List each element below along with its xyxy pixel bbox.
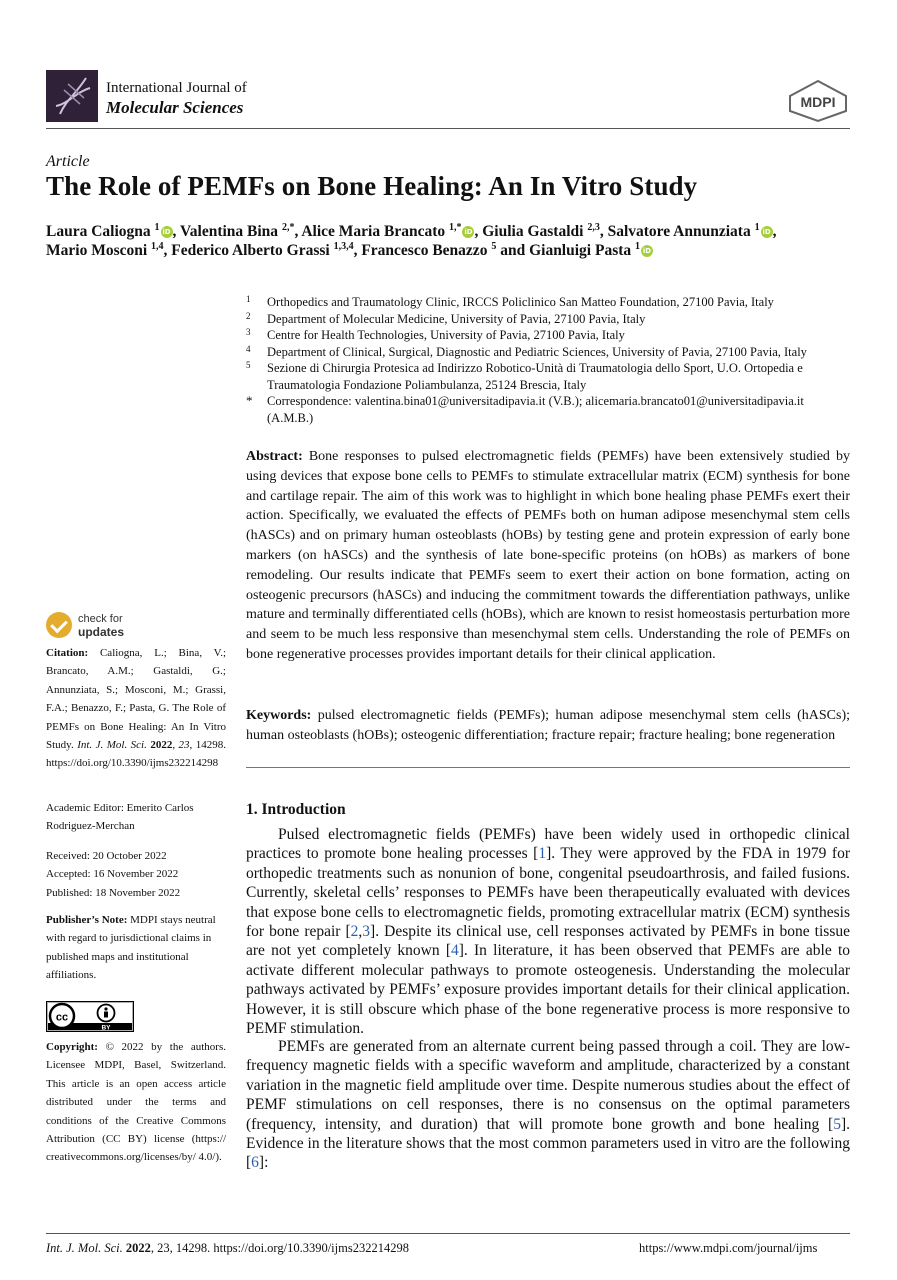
author-name: Valentina Bina	[180, 223, 279, 241]
accepted-date: Accepted: 16 November 2022	[46, 868, 179, 881]
publisher-note-label: Publisher’s Note:	[46, 914, 128, 926]
copyright-label: Copyright:	[46, 1041, 98, 1053]
footer-citation	[46, 1241, 409, 1256]
affiliation-number: 4	[246, 343, 251, 354]
publisher-name: MDPI	[800, 94, 836, 110]
received-date: Received: 20 October 2022	[46, 850, 167, 862]
author-affiliation-marker: 1,4	[151, 241, 164, 252]
affiliation-item	[246, 327, 850, 344]
orcid-icon[interactable]: iD	[762, 228, 771, 237]
author-name: Mario Mosconi	[46, 242, 148, 260]
footer-journal-url[interactable]: https://www.mdpi.com/journal/ijms	[639, 1241, 818, 1255]
footer-doi[interactable]: , 23, 14298. https://doi.org/10.3390/ijms232214298	[150, 1241, 409, 1255]
affiliation-text: Correspondence: valentina.bina01@universitadipavia.it (V.B.); alicemaria.brancato01@universitadipavia.it (A.M.B.)	[267, 394, 804, 425]
affiliation-item	[246, 294, 850, 311]
affiliation-text: Sezione di Chirurgia Protesica ad Indirizzo Robotico-Unità di Traumatologia dello Sport, U.O. Ortopedia e Traumatologia Fondazione Poliambulanza, 25124 Brescia, Italy	[267, 361, 803, 392]
orcid-icon[interactable]: iD	[162, 228, 171, 237]
intro-paragraph-2	[246, 1037, 850, 1173]
affiliation-text: Department of Molecular Medicine, University of Pavia, 27100 Pavia, Italy	[267, 311, 646, 326]
paragraph-text: ]. Evidence in the literature shows that the most common parameters used in vitro are the following [	[246, 1115, 850, 1172]
svg-text:cc: cc	[55, 1011, 69, 1024]
affiliation-number: 1	[246, 294, 251, 304]
author-affiliation-marker: 2,3	[587, 222, 600, 233]
author-name: Giulia Gastaldi	[482, 223, 584, 241]
paragraph-text: ]. In literature, it has been observed that PEMFs are able to activate different molecular pathways to promote osteogenesis. Understanding the molecular pathways activated by PEMFs’ exposure provides important details for their clinical application. However, it is still obscure which phase of the bone regenerative process is more responsive to PEMF stimulation.	[246, 942, 850, 1038]
intro-paragraph-1	[246, 825, 850, 1038]
citation-link[interactable]: 6	[251, 1154, 259, 1172]
publisher-note-text: MDPI stays neutral with regard to jurisdictional claims in published maps and institutional affiliations.	[46, 914, 216, 982]
orcid-icon[interactable]: iD	[464, 228, 473, 237]
keywords	[246, 706, 850, 746]
academic-editor: Academic Editor: Emerito Carlos Rodriguez-Merchan	[46, 802, 194, 833]
paragraph-text: ]. They were approved by the FDA in 1979 for orthopedic treatments such as nonunion of bone, congenital pseudoarthrosis, and failed fusions. Currently, skeletal cells’ responses to PEMFs have been therapeutically evaluated with devices that expose bone cells to electromagnetic fields, promoting extracellular matrix (ECM) synthesis for bone repair [	[246, 845, 850, 941]
copyright-notice	[46, 1038, 226, 1167]
citation-doi[interactable]: 14298. https://doi.org/10.3390/ijms232214298	[46, 739, 227, 770]
paragraph-text: PEMFs are generated from an alternate current being passed through a coil. They are low-frequency magnetic fields with a specific waveform and amplitude, characterized by a constant variation in the magnetic field amplitude over time. Despite numerous studies about the effect of PEMF stimulations on cell responses, there is no consensus on the optimal parameters (frequency, intensity, and duration) that will promote bone growth and bone healing [	[246, 1038, 850, 1133]
author-affiliation-marker: 1	[154, 222, 160, 233]
author-affiliation-marker: 1,3,4	[333, 241, 354, 252]
affiliation-text: Centre for Health Technologies, University of Pavia, 27100 Pavia, Italy	[267, 328, 625, 342]
paragraph-text: Pulsed electromagnetic fields (PEMFs) have been widely used in orthopedic clinical practices to promote bone healing processes [	[246, 826, 850, 863]
copyright-text: © 2022 by the authors. Licensee MDPI, Basel, Switzerland. This article is an open access article distributed under the terms and conditions of the Creative Commons Attribution (CC BY) license (https:// creativecommons.org/licenses/by/ 4.0/).	[46, 1041, 226, 1164]
affiliations	[246, 294, 850, 426]
publisher-note	[46, 911, 226, 985]
footer-journal: Int. J. Mol. Sci.	[46, 1241, 123, 1255]
citation-link[interactable]: 4	[451, 942, 459, 960]
article-title: The Role of PEMFs on Bone Healing: An In Vitro Study	[46, 171, 698, 201]
orcid-icon[interactable]: iD	[642, 247, 652, 256]
keywords-text: pulsed electromagnetic fields (PEMFs); human adipose mesenchymal stem cells (hASCs); human osteoblasts (hOBs); osteogenic differentiation; fracture repair; fracture healing; bone regeneration	[246, 708, 850, 743]
affiliation-item	[246, 360, 850, 393]
check-updates-line1: check for	[78, 613, 123, 625]
affiliation-item	[246, 311, 850, 328]
article-type: Article	[46, 153, 90, 170]
author-list-line1: Laura Caliogna $^1$ iD , Valentina Bina $^{2,*}$, Alice Maria Brancato $^{1,*}$ iD , Giulia Gastaldi $^{2,3}$, Salvatore Annunziata $^1$ iD ,	[46, 222, 777, 241]
citation-volume: 23	[178, 739, 190, 752]
cc-by-text: BY	[101, 1024, 111, 1032]
author-name: Alice Maria Brancato	[301, 223, 446, 241]
paragraph-text: ,	[358, 923, 363, 941]
affiliation-number: 5	[246, 360, 251, 370]
footer-year: 2022	[125, 1241, 151, 1255]
paragraph-text: ]. Despite its clinical use, cell responses activated by PEMFs in bone tissue are not yet completely known [	[246, 923, 850, 960]
journal-name-line1: International Journal of	[106, 80, 247, 96]
journal-logo	[46, 70, 98, 122]
checkmark-icon	[46, 612, 72, 638]
header-divider	[46, 128, 850, 129]
correspondence	[246, 393, 850, 426]
author-name: Laura Caliogna	[46, 223, 151, 241]
published-date: Published: 18 November 2022	[46, 886, 181, 899]
footer-divider	[46, 1233, 850, 1234]
publisher-logo	[786, 79, 850, 123]
affiliation-item	[246, 344, 850, 361]
citation-journal: Int. J. Mol. Sci.	[77, 739, 147, 752]
affiliation-text: Department of Clinical, Surgical, Diagnostic and Pediatric Sciences, University of Pavia, 27100 Pavia, Italy	[267, 344, 807, 359]
citation-link[interactable]: 3	[362, 923, 371, 941]
author-name: Salvatore Annunziata	[607, 223, 751, 241]
citation-link[interactable]: 5	[833, 1115, 841, 1133]
citation-link[interactable]: 2	[350, 923, 359, 941]
cc-by-license-badge[interactable]	[46, 1001, 134, 1032]
section-heading: 1. Introduction	[246, 801, 346, 818]
citation-year: 2022	[150, 739, 173, 752]
section-divider	[246, 767, 850, 768]
abstract-text: Bone responses to pulsed electromagnetic fields (PEMFs) have been extensively studied by using devices that expose bone cells to PEMFs to stimulate extracellular matrix (ECM) synthesis for bone and cartilage repair. The aim of this work was to highlight in which bone healing phase PEMFs exert their action. Specifically, we evaluated the effects of PEMFs both on human adipose mesenchymal stem cells (hASCs) and on primary human osteoblasts (hOBs) by testing gene and protein expression of early bone markers (on hASCs) and the synthesis of late bone-specific proteins (on hOBs) as markers of bone remodeling. Our results indicate that PEMFs seem to exert their action on bone formation, acting on osteogenic precursors (hASCs) and inducing the commitment towards the differentiation pathways, unlike mature and terminally differentiated cells (hOBs), which are known to resist homeostasis perturbation more and seem to be much less responsive than mesenchymal stem cells. Understanding the role of PEMFs on bone regenerative processes provides important details for their clinical application.	[246, 449, 850, 662]
paragraph-text: ]:	[258, 1154, 269, 1172]
author-name: Gianluigi Pasta	[529, 242, 632, 260]
author-affiliation-marker: 5	[491, 241, 497, 252]
affiliation-text: Orthopedics and Traumatology Clinic, IRCCS Policlinico San Matteo Foundation, 27100 Pavia, Italy	[267, 295, 774, 309]
abstract	[246, 447, 850, 665]
affiliation-number: 2	[246, 310, 251, 321]
citation-label: Citation:	[46, 647, 89, 659]
check-for-updates-button[interactable]	[46, 612, 186, 640]
citation-block: Citation: Caliogna, L.; Bina, V.; Brancato, A.M.; Gastaldi, G.; Annunziata, S.; Mosconi, M.; Grassi, F.A.; Benazzo, F.; Pasta, G. The Role of PEMFs on Bone Healing: An In Vitro Study. Int. J. Mol. Sci. 2022, 23, 14298. https://doi.org/10.3390/ijms232214298	[46, 647, 227, 770]
author-affiliation-marker: 2,*	[281, 222, 295, 233]
author-name: Federico Alberto Grassi	[171, 242, 330, 260]
author-affiliation-marker: 1	[754, 222, 760, 233]
affiliation-number: 3	[246, 327, 251, 337]
citation-link[interactable]: 1	[538, 845, 547, 863]
keywords-label: Keywords:	[246, 708, 312, 723]
check-updates-line2: updates	[78, 625, 125, 639]
affiliation-number: *	[246, 393, 253, 408]
publication-dates	[46, 847, 226, 902]
abstract-label: Abstract:	[246, 449, 303, 464]
author-name: Francesco Benazzo	[361, 242, 488, 260]
journal-name-line2: Molecular Sciences	[106, 98, 244, 117]
author-affiliation-marker: 1,*	[448, 222, 462, 233]
author-list-line2: Mario Mosconi $^{1,4}$, Federico Alberto Grassi $^{1,3,4}$, Francesco Benazzo $^5$ and Gianluigi Pasta $^1$ iD	[46, 241, 652, 260]
author-affiliation-marker: 1	[635, 241, 641, 252]
citation-authors: Caliogna, L.; Bina, V.; Brancato, A.M.; Gastaldi, G.; Annunziata, S.; Mosconi, M.; Grassi, F.A.; Benazzo, F.; Pasta, G. The Role of PEMFs on Bone Healing: An In Vitro Study.	[46, 647, 226, 752]
